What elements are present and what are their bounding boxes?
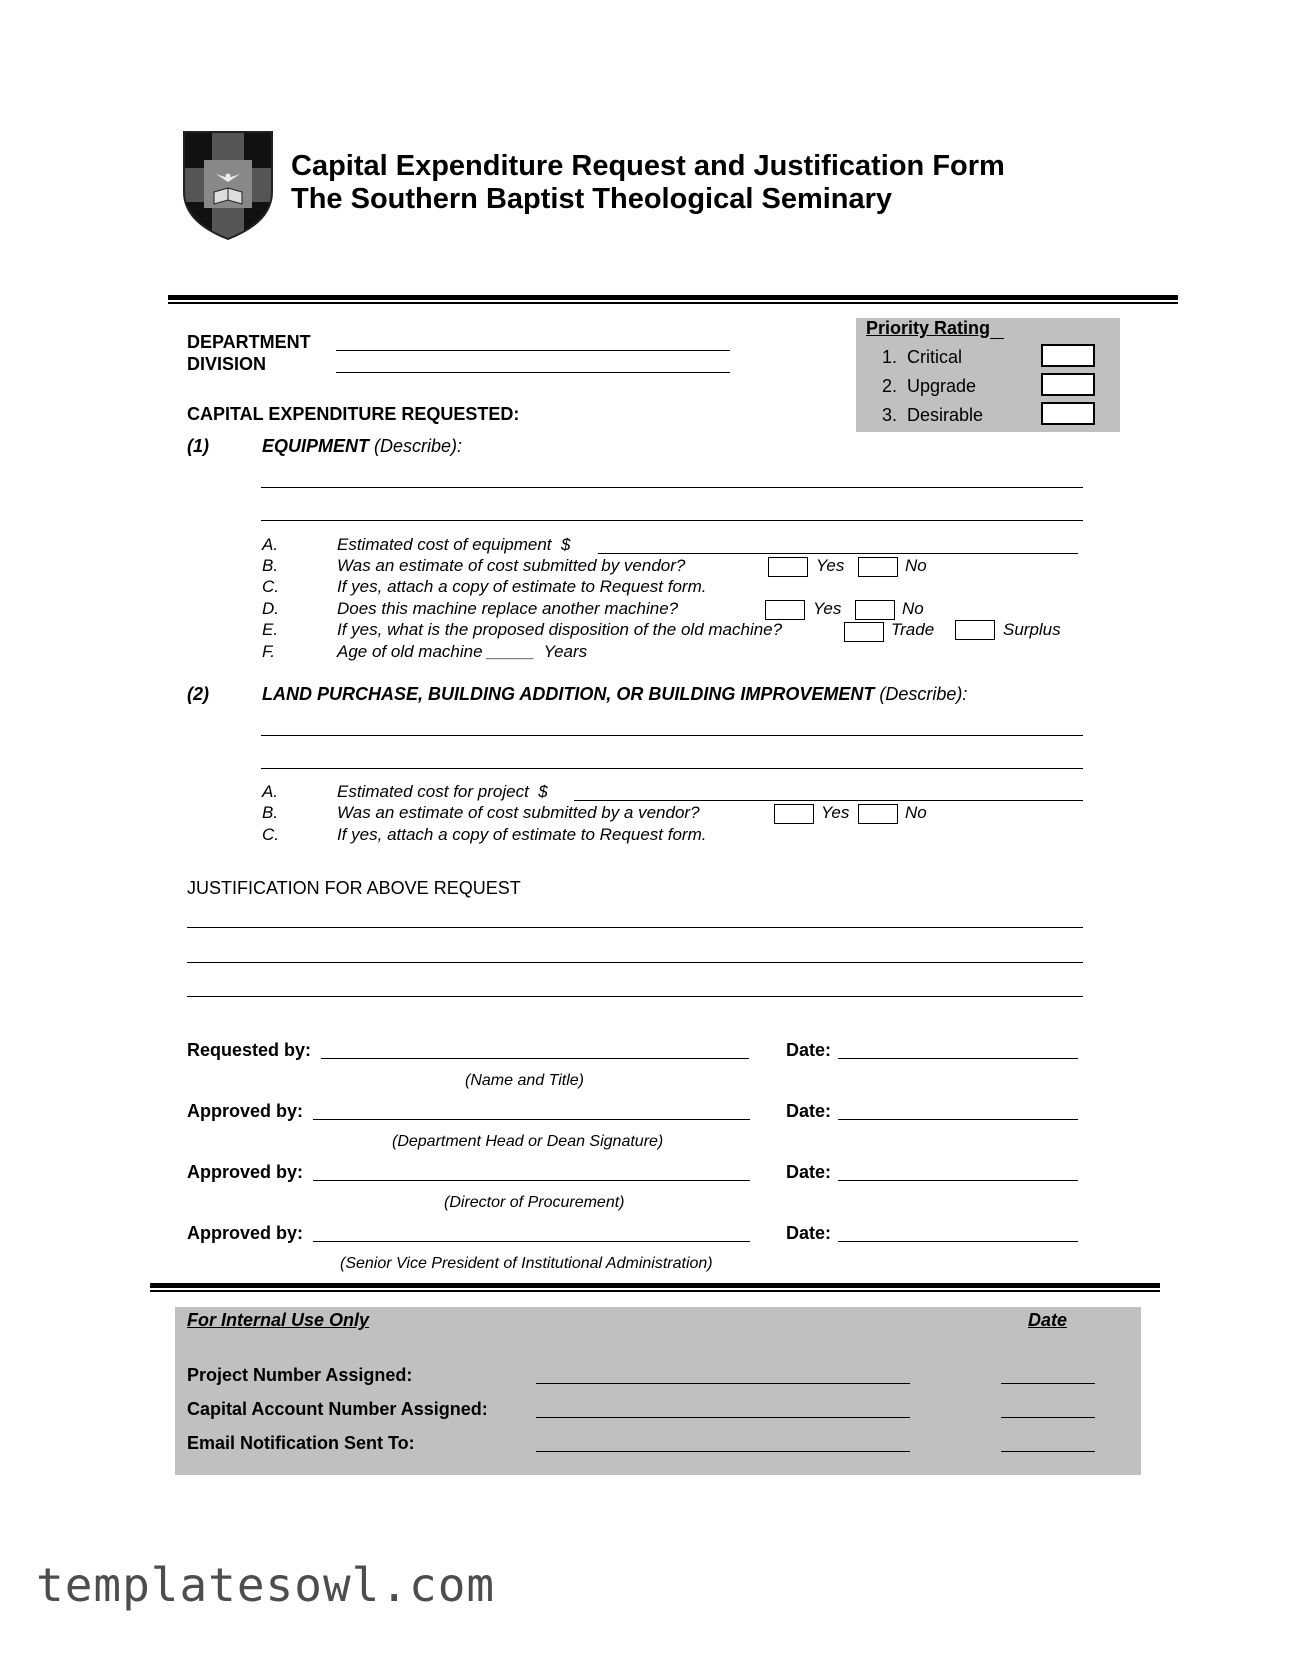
replace-machine-yes-checkbox[interactable] <box>765 600 805 620</box>
project-cost-label: Estimated cost for project $ <box>337 782 548 801</box>
vendor-estimate-question: Was an estimate of cost submitted by vendor? <box>337 556 686 575</box>
approved-by-dept-field[interactable] <box>313 1119 750 1120</box>
requested-by-caption: (Name and Title) <box>465 1072 585 1089</box>
equipment-description-line-1[interactable] <box>261 487 1083 488</box>
priority-rating-heading: Priority Rating <box>866 318 991 338</box>
equipment-cost-label: Estimated cost of equipment $ <box>337 535 571 554</box>
vendor-estimate-yes-checkbox[interactable] <box>768 557 808 577</box>
approved-by-procurement-field[interactable] <box>313 1180 750 1181</box>
approved-by-svp-caption: (Senior Vice President of Institutional Administration) <box>340 1255 713 1272</box>
project-number-field[interactable] <box>536 1383 910 1384</box>
yes-label: Yes <box>816 556 845 575</box>
capex-requested-label: CAPITAL EXPENDITURE REQUESTED: <box>187 404 520 424</box>
internal-use-heading: For Internal Use Only <box>187 1310 370 1330</box>
approved-by-dept-label: Approved by: <box>187 1101 304 1121</box>
section2-title: LAND PURCHASE, BUILDING ADDITION, OR BUILDING IMPROVEMENT <box>262 684 875 704</box>
yes-label: Yes <box>813 599 842 618</box>
surplus-label: Surplus <box>1003 620 1061 639</box>
no-label: No <box>905 556 927 575</box>
priority-desirable-checkbox[interactable] <box>1041 402 1095 425</box>
approved-by-svp-field[interactable] <box>313 1241 750 1242</box>
vendor-estimate-no-checkbox[interactable] <box>858 557 898 577</box>
replace-machine-question: Does this machine replace another machine? <box>337 599 679 618</box>
justification-label: JUSTIFICATION FOR ABOVE REQUEST <box>187 878 521 898</box>
approved-dept-date-label: Date: <box>786 1101 832 1121</box>
section1-heading <box>262 436 462 457</box>
section2-describe: (Describe): <box>879 684 968 704</box>
bottom-rule <box>150 1283 1160 1288</box>
approved-procurement-date-label: Date: <box>786 1162 832 1182</box>
project-description-line-1[interactable] <box>261 735 1083 736</box>
approved-by-procurement-label: Approved by: <box>187 1162 304 1182</box>
trade-label: Trade <box>891 620 935 639</box>
priority-desirable-label: 3. Desirable <box>882 405 984 425</box>
justification-line-1[interactable] <box>187 927 1083 928</box>
justification-line-3[interactable] <box>187 996 1083 997</box>
project-description-line-2[interactable] <box>261 768 1083 769</box>
project-attach-estimate-note: If yes, attach a copy of estimate to Request form. <box>337 825 707 844</box>
section1-describe: (Describe): <box>374 436 463 456</box>
item-letter: A. <box>262 535 279 554</box>
project-number-date-field[interactable] <box>1001 1383 1095 1384</box>
project-vendor-estimate-question: Was an estimate of cost submitted by a vendor? <box>337 803 700 822</box>
item-letter: E. <box>262 620 279 639</box>
priority-upgrade-label: 2. Upgrade <box>882 376 977 396</box>
division-label: DIVISION <box>187 354 267 374</box>
internal-date-heading: Date <box>1028 1310 1068 1330</box>
project-vendor-yes-checkbox[interactable] <box>774 804 814 824</box>
equipment-description-line-2[interactable] <box>261 520 1083 521</box>
section2-heading <box>262 684 967 705</box>
requested-by-field[interactable] <box>321 1058 749 1059</box>
priority-critical-checkbox[interactable] <box>1041 344 1095 367</box>
project-cost-field[interactable] <box>574 800 1083 801</box>
replace-machine-no-checkbox[interactable] <box>855 600 895 620</box>
department-label: DEPARTMENT <box>187 332 311 352</box>
form-title: Capital Expenditure Request and Justification Form <box>291 150 1005 182</box>
approved-by-svp-label: Approved by: <box>187 1223 304 1243</box>
priority-heading-underline <box>990 338 1004 339</box>
approved-dept-date-field[interactable] <box>838 1119 1078 1120</box>
email-notification-date-field[interactable] <box>1001 1451 1095 1452</box>
section1-number: (1) <box>187 436 209 456</box>
item-letter: F. <box>262 642 275 661</box>
seminary-logo-icon <box>182 130 274 241</box>
approved-svp-date-field[interactable] <box>838 1241 1078 1242</box>
watermark-text: templatesowl.com <box>36 1558 496 1612</box>
equipment-cost-field[interactable] <box>598 553 1078 554</box>
no-label: No <box>902 599 924 618</box>
disposition-trade-checkbox[interactable] <box>844 622 884 642</box>
approved-by-procurement-caption: (Director of Procurement) <box>444 1194 625 1211</box>
item-letter: C. <box>262 825 279 844</box>
yes-label: Yes <box>821 803 850 822</box>
disposition-question: If yes, what is the proposed disposition of the old machine? <box>337 620 783 639</box>
requested-by-label: Requested by: <box>187 1040 312 1060</box>
attach-estimate-note: If yes, attach a copy of estimate to Request form. <box>337 577 707 596</box>
requested-date-field[interactable] <box>838 1058 1078 1059</box>
item-letter: B. <box>262 803 279 822</box>
capital-account-field[interactable] <box>536 1417 910 1418</box>
email-notification-field[interactable] <box>536 1451 910 1452</box>
item-letter: B. <box>262 556 279 575</box>
item-letter: C. <box>262 577 279 596</box>
approved-svp-date-label: Date: <box>786 1223 832 1243</box>
division-field[interactable] <box>336 372 730 373</box>
item-letter: A. <box>262 782 279 801</box>
item-letter: D. <box>262 599 279 618</box>
bottom-rule-thin <box>150 1290 1160 1292</box>
priority-critical-label: 1. Critical <box>882 347 963 367</box>
machine-age-field[interactable]: Age of old machine _____ Years <box>337 642 588 661</box>
capital-account-date-field[interactable] <box>1001 1417 1095 1418</box>
priority-upgrade-checkbox[interactable] <box>1041 373 1095 396</box>
no-label: No <box>905 803 927 822</box>
institution-name: The Southern Baptist Theological Seminary <box>291 183 893 215</box>
justification-line-2[interactable] <box>187 962 1083 963</box>
section2-number: (2) <box>187 684 209 704</box>
section1-title: EQUIPMENT <box>262 436 370 456</box>
disposition-surplus-checkbox[interactable] <box>955 620 995 640</box>
project-number-label: Project Number Assigned: <box>187 1365 413 1385</box>
email-notification-label: Email Notification Sent To: <box>187 1433 415 1453</box>
department-field[interactable] <box>336 350 730 351</box>
top-rule-thin <box>168 302 1178 304</box>
approved-by-dept-caption: (Department Head or Dean Signature) <box>392 1133 664 1150</box>
requested-date-label: Date: <box>786 1040 832 1060</box>
project-vendor-no-checkbox[interactable] <box>858 804 898 824</box>
capital-account-label: Capital Account Number Assigned: <box>187 1399 488 1419</box>
top-rule <box>168 295 1178 300</box>
approved-procurement-date-field[interactable] <box>838 1180 1078 1181</box>
